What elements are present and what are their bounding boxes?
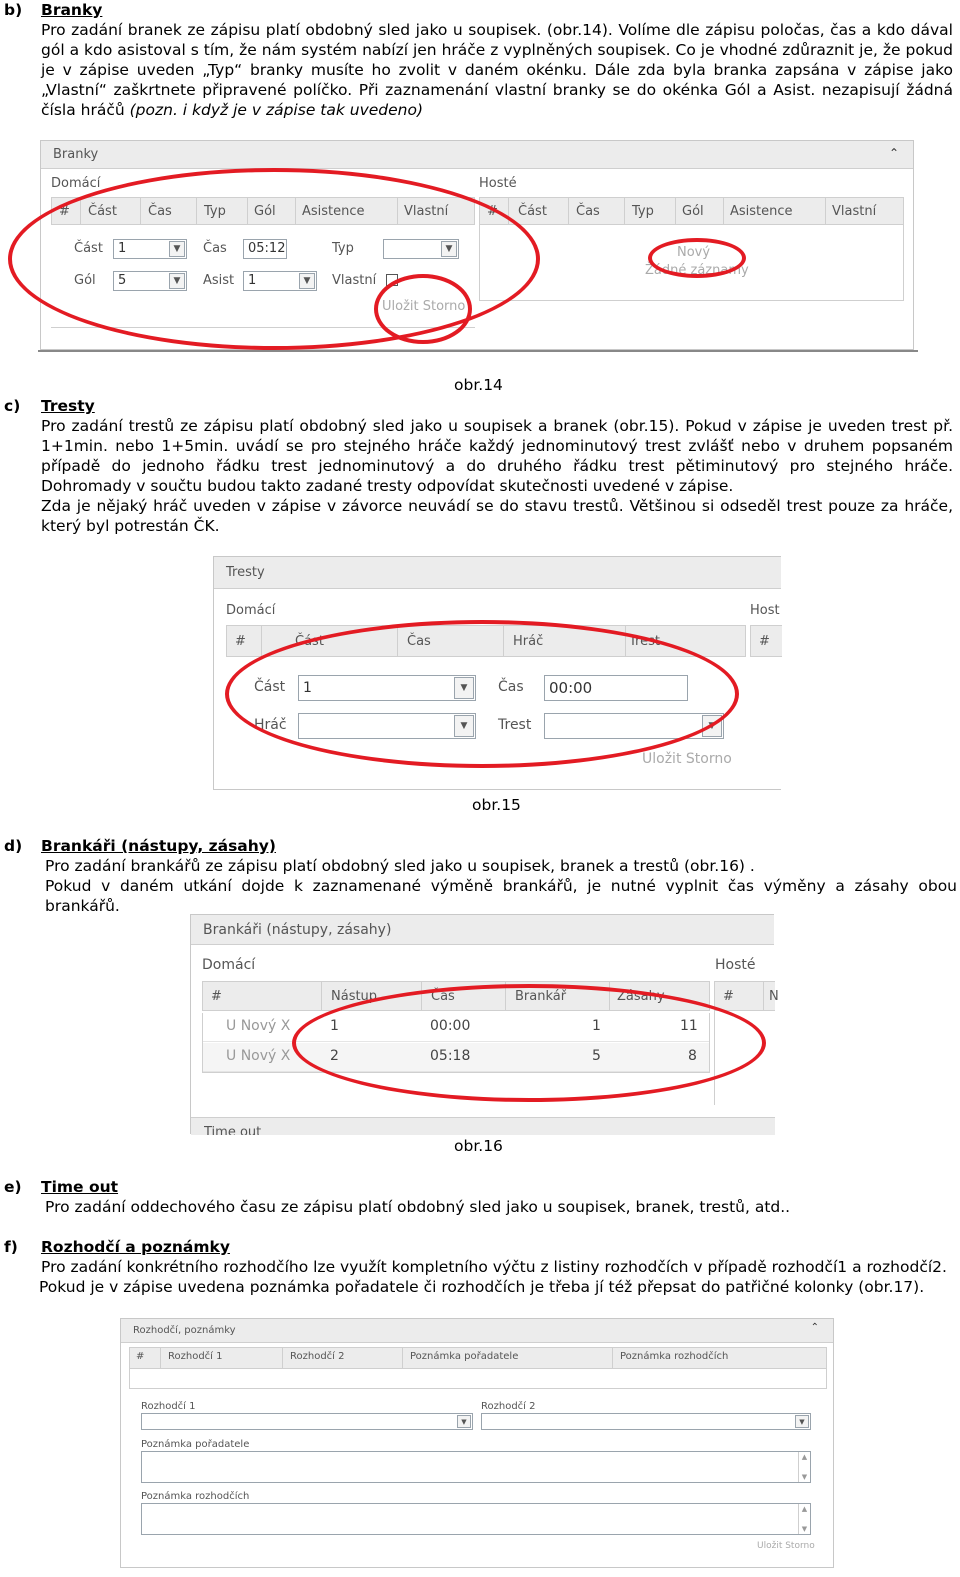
- type-label: Typ: [332, 241, 354, 256]
- time-value: 05:12: [248, 241, 286, 256]
- chevron-down-icon[interactable]: ▼: [454, 677, 474, 699]
- col-player[interactable]: Hráč: [513, 634, 544, 649]
- away-column-header: [750, 625, 782, 657]
- note-ref-textarea[interactable]: [141, 1503, 811, 1535]
- col-own[interactable]: Vlastní: [832, 204, 877, 219]
- player-select[interactable]: [298, 713, 476, 739]
- panel-title: Rozhodčí, poznámky: [121, 1319, 833, 1343]
- away-label: Host: [750, 603, 780, 618]
- own-goal-checkbox[interactable]: [386, 274, 398, 286]
- section-c-text-2: Zda je nějaký hráč uveden v zápise v závorce neuvádí se do stavu trestů. Většinou si odseděl trest pouze za hráče, který byl potrestán ČK.: [41, 497, 953, 535]
- italic-note: (pozn. i když je v zápise tak uvedeno): [129, 101, 424, 119]
- section-letter: d): [4, 837, 23, 855]
- away-label: Hosté: [479, 176, 517, 191]
- home-column-header: [202, 981, 710, 1011]
- section-letter: f): [4, 1238, 18, 1256]
- part-value: 1: [303, 680, 312, 696]
- col-type[interactable]: Typ: [632, 204, 654, 219]
- ref1-label: Rozhodčí 1: [141, 1401, 196, 1412]
- section-letter: e): [4, 1178, 22, 1196]
- col-goal[interactable]: Gól: [682, 204, 704, 219]
- col-assist[interactable]: Asistence: [730, 204, 793, 219]
- section-title: Branky: [41, 1, 103, 19]
- home-label: Domácí: [226, 603, 276, 618]
- save-cancel-buttons[interactable]: Uložit Storno: [642, 751, 732, 767]
- note-ref-label: Poznámka rozhodčích: [141, 1491, 250, 1502]
- col-hash: #: [759, 634, 770, 649]
- panel-title: Branky: [41, 141, 913, 169]
- goal-value: 5: [118, 273, 127, 288]
- col-hash: #: [136, 1351, 145, 1362]
- save-cancel-buttons[interactable]: Uložit Storno: [382, 299, 466, 314]
- time-input[interactable]: [243, 239, 287, 259]
- time-label: Čas: [498, 679, 524, 695]
- section-f-text-1: Pro zadání konkrétního rozhodčího lze využít kompletního výčtu z listiny rozhodčích v případě rozhodčí1 a rozhodčí2.: [41, 1258, 947, 1276]
- collapse-icon[interactable]: ⌃: [810, 1322, 819, 1333]
- penalty-select[interactable]: [544, 713, 724, 739]
- cell-saves: 8: [688, 1048, 697, 1064]
- chevron-down-icon[interactable]: ▼: [795, 1415, 809, 1428]
- cell-goalkeeper: 1: [592, 1018, 601, 1034]
- col-saves[interactable]: Zásahy: [617, 989, 665, 1004]
- part-label: Část: [254, 679, 286, 695]
- col-hash: #: [59, 204, 70, 219]
- own-label: Vlastní: [332, 273, 377, 288]
- col-note-ref[interactable]: Poznámka rozhodčích: [620, 1351, 729, 1362]
- player-label: Hráč: [254, 717, 287, 733]
- section-e-text: Pro zadání oddechového času ze zápisu platí obdobný sled jako u soupisek, branek, trestů, atd..: [45, 1198, 791, 1216]
- new-record-button[interactable]: Nový: [677, 245, 711, 260]
- part-select[interactable]: [298, 675, 476, 701]
- col-type[interactable]: Typ: [204, 204, 226, 219]
- col-nastup[interactable]: N: [769, 989, 779, 1004]
- assist-value: 1: [248, 273, 257, 288]
- caption-obr16: obr.16: [454, 1137, 503, 1155]
- col-time[interactable]: Čas: [407, 634, 431, 649]
- col-own[interactable]: Vlastní: [404, 204, 449, 219]
- away-label: Hosté: [715, 957, 756, 973]
- home-label: Domácí: [202, 957, 256, 973]
- ref2-label: Rozhodčí 2: [481, 1401, 536, 1412]
- scrollbar[interactable]: ▲ ▼: [798, 1452, 810, 1482]
- part-select[interactable]: [113, 239, 187, 259]
- assist-label: Asist: [203, 273, 235, 288]
- section-letter: b): [4, 1, 23, 19]
- collapse-icon[interactable]: ⌃: [888, 146, 899, 160]
- timeout-panel-title: Time out: [204, 1125, 262, 1135]
- paragraph: Pro zadání branek ze zápisu platí obdobný sled jako u soupisek. (obr.14). Volíme dle zápisu poločas, čas a kdo dával gól a kdo asistoval s tím, že nám systém nabízí jen hráče z vyplněných soupisek. Co je vhodné zdůraznit je, že pokud je v zápise uveden „Typ“ branky musíte ho zvolit v daném okénku. Dále zda byla branka zapsána v zápise jako „Vlastní“ zaškrtnete připravené políčko. Při zaznamenání vlastní branky se do okénka Gól a Asist. nezapisují žádná čísla hráčů: [41, 21, 953, 119]
- col-time[interactable]: Čas: [431, 989, 455, 1004]
- cell-nastup: 2: [330, 1048, 339, 1064]
- part-label: Část: [74, 241, 103, 256]
- col-part[interactable]: Část: [88, 204, 117, 219]
- col-nastup[interactable]: Nástup: [331, 989, 378, 1004]
- col-part[interactable]: Část: [518, 204, 547, 219]
- time-input[interactable]: [544, 675, 688, 701]
- col-hash: #: [211, 989, 222, 1004]
- save-cancel-buttons[interactable]: Uložit Storno: [757, 1541, 815, 1551]
- goal-select[interactable]: [113, 271, 187, 291]
- home-column-header: [226, 625, 746, 657]
- col-assist[interactable]: Asistence: [302, 204, 365, 219]
- section-title: Brankáři (nástupy, zásahy): [41, 837, 276, 855]
- col-goal[interactable]: Gól: [254, 204, 276, 219]
- note-org-textarea[interactable]: [141, 1451, 811, 1483]
- goal-label: Gól: [74, 273, 96, 288]
- home-label: Domácí: [51, 176, 101, 191]
- part-value: 1: [118, 241, 127, 256]
- caption-obr15: obr.15: [472, 796, 521, 814]
- col-time[interactable]: Čas: [148, 204, 172, 219]
- ref2-select[interactable]: [481, 1413, 811, 1430]
- penalty-label: Trest: [498, 717, 532, 733]
- figure-16: [190, 914, 779, 1135]
- note-org-label: Poznámka pořadatele: [141, 1439, 250, 1450]
- chevron-down-icon[interactable]: ▼: [299, 273, 315, 289]
- panel-title: Brankáři (nástupy, zásahy): [191, 915, 774, 945]
- section-c-text: Pro zadání trestů ze zápisu platí obdobný sled jako u soupisek a branek (obr.15). Pokud v zápise je uveden trest př. 1+1min. nebo 1+5min. uvádí se pro stejného hráče každý jednominutový trest zvlášť nebo v druhem popsaném případě do jednoho řádku trest jednominutový a do druhého řádku trest pětiminutový pro stejného hráče. Dohromady v součtu budou takto zadané tresty odpovídat skutečnosti uvedené v zápise.: [41, 417, 953, 495]
- chevron-down-icon[interactable]: ▼: [457, 1415, 471, 1428]
- cell-time: 05:18: [430, 1048, 471, 1064]
- col-part[interactable]: Část: [295, 634, 324, 649]
- figure-15: [213, 556, 781, 790]
- row-actions[interactable]: U Nový X: [226, 1018, 291, 1034]
- away-column-header: [714, 981, 779, 1011]
- type-select[interactable]: [383, 239, 459, 259]
- col-time[interactable]: Čas: [576, 204, 600, 219]
- section-d-text-2: Pokud v daném utkání dojde k zaznamenané výměně brankářů, je nutné vyplnit čas výměny a zásahy obou brankářů.: [45, 877, 957, 915]
- col-goalkeeper[interactable]: Brankář: [515, 989, 567, 1004]
- section-title: Rozhodčí a poznámky: [41, 1238, 230, 1256]
- col-hash: #: [723, 989, 734, 1004]
- row-actions[interactable]: U Nový X: [226, 1048, 291, 1064]
- section-f-text-2: Pokud je v zápise uvedena poznámka pořadatele či rozhodčích je třeba jí též přepsat do patřičné kolonky (obr.17).: [39, 1278, 925, 1296]
- time-value: 00:00: [549, 679, 593, 697]
- col-penalty[interactable]: Trest: [629, 634, 660, 649]
- section-letter: c): [4, 397, 21, 415]
- chevron-down-icon[interactable]: ▼: [702, 715, 722, 737]
- away-column-header: [479, 197, 904, 225]
- chevron-down-icon[interactable]: ▼: [169, 241, 185, 257]
- col-hash: #: [487, 204, 498, 219]
- caption-obr14: obr.14: [454, 376, 503, 394]
- col-hash: #: [235, 634, 246, 649]
- cell-saves: 11: [680, 1018, 698, 1034]
- figure-17: [120, 1318, 834, 1568]
- ref1-select[interactable]: [141, 1413, 473, 1430]
- section-d-text-1: Pro zadání brankářů ze zápisu platí obdobný sled jako u soupisek, branek a trestů (obr.16) .: [45, 857, 755, 875]
- section-title: Time out: [41, 1178, 119, 1196]
- col-ref2[interactable]: Rozhodčí 2: [290, 1351, 345, 1362]
- home-column-header: [51, 197, 475, 225]
- panel-title: Tresty: [214, 557, 781, 589]
- time-label: Čas: [203, 241, 227, 256]
- scrollbar[interactable]: ▲ ▼: [798, 1504, 810, 1534]
- cell-nastup: 1: [330, 1018, 339, 1034]
- col-note-org[interactable]: Poznámka pořadatele: [410, 1351, 519, 1362]
- column-header: [129, 1347, 827, 1369]
- no-records-text: Žádné záznamy: [645, 263, 749, 278]
- section-title: Tresty: [41, 397, 95, 415]
- chevron-down-icon[interactable]: ▼: [454, 715, 474, 737]
- col-ref1[interactable]: Rozhodčí 1: [168, 1351, 223, 1362]
- cell-goalkeeper: 5: [592, 1048, 601, 1064]
- chevron-down-icon[interactable]: ▼: [169, 273, 185, 289]
- chevron-down-icon[interactable]: ▼: [441, 241, 457, 257]
- section-b-text: [41, 20, 953, 120]
- assist-select[interactable]: [243, 271, 317, 291]
- figure-14: [40, 140, 914, 350]
- cell-time: 00:00: [430, 1018, 471, 1034]
